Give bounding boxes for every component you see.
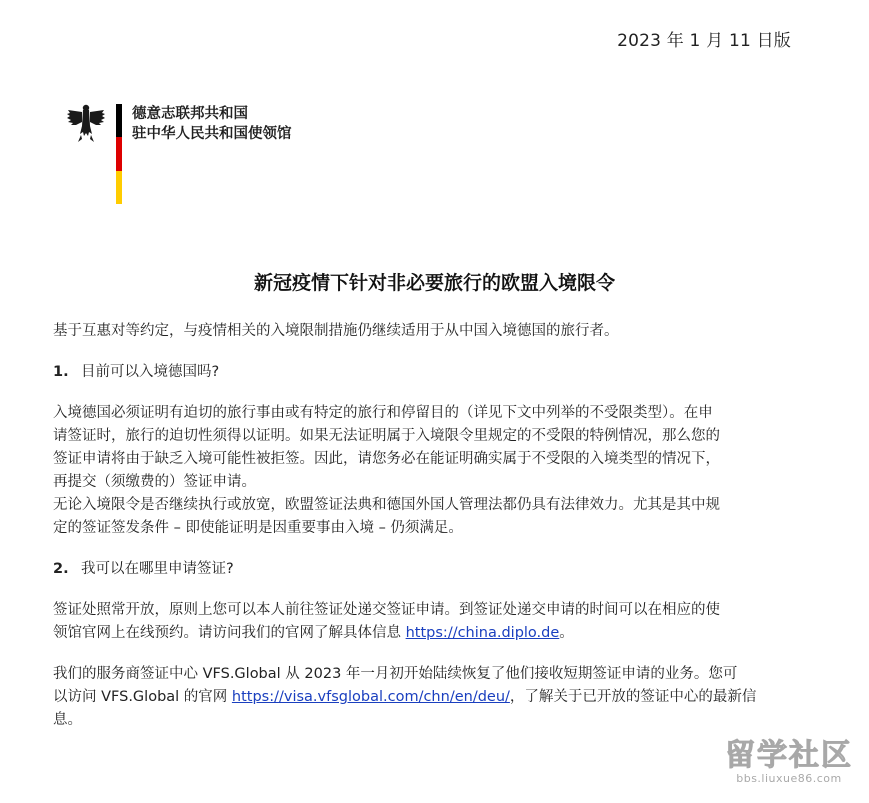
org-line-2: 驻中华人民共和国使领馆: [132, 126, 292, 142]
org-line-1: 德意志联邦共和国: [132, 106, 248, 122]
section-2-paragraph-2: [53, 663, 801, 732]
section-1-heading: [53, 361, 801, 384]
federal-eagle-icon: [66, 102, 106, 144]
site-watermark: [725, 739, 853, 785]
text-line: 入境德国必须证明有迫切的旅行事由或有特定的旅行和停留目的（详见下文中列举的不受限类型）。在申: [53, 405, 713, 421]
text-line: 请签证时，旅行的迫切性须得以证明。如果无法证明属于入境限令里规定的不受限的特例情况，那么您的: [53, 428, 720, 444]
text-line: 息。: [53, 712, 82, 728]
document-date: 2023 年 1 月 11 日版: [617, 31, 791, 51]
intro-paragraph: 基于互惠对等约定，与疫情相关的入境限制措施仍继续适用于从中国入境德国的旅行者。: [53, 323, 619, 339]
watermark-logo-text: 留学社区: [725, 738, 853, 773]
text-line: 我们的服务商签证中心 VFS.Global 从 2023 年一月初开始陆续恢复了他们接收短期签证申请的业务。您可: [53, 666, 738, 682]
text-line: 签证处照常开放，原则上您可以本人前往签证处递交签证申请。到签证处递交申请的时间可以在相应的使: [53, 602, 720, 618]
text-line: 以访问 VFS.Global 的官网: [53, 689, 232, 705]
german-flag-bar: [116, 104, 122, 204]
section-2-number: 2.: [53, 561, 69, 577]
watermark-url: bbs.liuxue86.com: [736, 772, 842, 785]
diplo-website-link[interactable]: https://china.diplo.de: [405, 625, 560, 641]
section-2-heading: [53, 558, 801, 581]
section-1-title: 目前可以入境德国吗?: [81, 364, 220, 380]
text-line: 。: [559, 625, 574, 641]
section-1-number: 1.: [53, 364, 69, 380]
text-line: 签证申请将由于缺乏入境可能性被拒签。因此，请您务必在能证明确实属于不受限的入境类型的情况下，: [53, 451, 720, 467]
text-line: 再提交（须缴费的）签证申请。: [53, 474, 256, 490]
text-line: 无论入境限令是否继续执行或放宽，欧盟签证法典和德国外国人管理法都仍具有法律效力。尤其是其中规: [53, 497, 720, 513]
text-line: 领馆官网上在线预约。请访问我们的官网了解具体信息: [53, 625, 406, 641]
vfs-global-link[interactable]: https://visa.vfsglobal.com/chn/en/deu/: [231, 689, 510, 705]
embassy-name: [132, 104, 292, 144]
section-2-paragraph-1: [53, 599, 801, 645]
document-body: [53, 320, 801, 732]
section-1-paragraph-1: [53, 402, 801, 540]
text-line: 定的签证签发条件 – 即使能证明是因重要事由入境 – 仍须满足。: [53, 520, 463, 536]
document-title: 新冠疫情下针对非必要旅行的欧盟入境限令: [253, 272, 615, 294]
section-2-title: 我可以在哪里申请签证?: [81, 561, 234, 577]
text-line: ，了解关于已开放的签证中心的最新信: [509, 689, 757, 705]
